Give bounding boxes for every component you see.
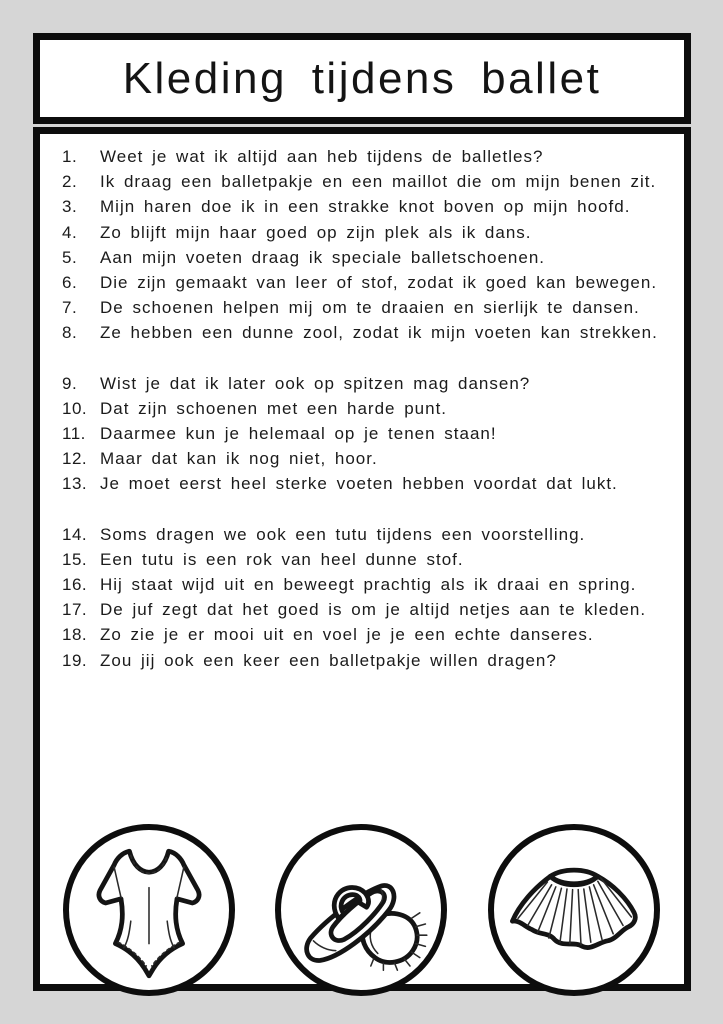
list-item-text: Aan mijn voeten draag ik speciale balletschoenen.	[100, 247, 546, 267]
list-item-number: 4.	[62, 222, 78, 242]
list-item-text: Soms dragen we ook een tutu tijdens een voorstelling.	[100, 524, 586, 544]
tutu-icon	[504, 840, 644, 980]
list-item-text: Ik draag een balletpakje en een maillot die om mijn benen zit.	[100, 172, 657, 192]
list-item-text: De schoenen helpen mij om te draaien en sierlijk te dansen.	[100, 298, 640, 318]
list-item	[62, 572, 676, 597]
list-item-number: 16.	[62, 575, 88, 595]
list-item	[62, 471, 676, 496]
list-item-text: Ze hebben een dunne zool, zodat ik mijn voeten kan strekken.	[100, 323, 658, 343]
list-item	[62, 320, 676, 345]
list-item-number: 9.	[62, 373, 78, 393]
list-item-number: 17.	[62, 600, 88, 620]
list-item	[62, 220, 676, 245]
paragraph-gap	[62, 497, 676, 522]
paragraph-gap	[62, 346, 676, 371]
list-item-number: 10.	[62, 398, 88, 418]
list-item-number: 18.	[62, 625, 88, 645]
list-item	[62, 295, 676, 320]
list-item-number: 1.	[62, 147, 78, 166]
list-item-number: 7.	[62, 298, 78, 318]
list-item-text: Daarmee kun je helemaal op je tenen staan!	[100, 424, 497, 444]
list-item-number: 14.	[62, 524, 88, 544]
list-item	[62, 522, 676, 547]
list-item-number: 5.	[62, 247, 78, 267]
list-item-number: 6.	[62, 273, 78, 293]
list-item-text: Je moet eerst heel sterke voeten hebben voordat dat lukt.	[100, 474, 618, 494]
list-item	[62, 371, 676, 396]
list-item-text: Maar dat kan ik nog niet, hoor.	[100, 449, 378, 469]
list-item-text: Hij staat wijd uit en beweegt prachtig als ik draai en spring.	[100, 575, 637, 595]
list-item-text: Zo blijft mijn haar goed op zijn plek als ik dans.	[100, 222, 532, 242]
list-item	[62, 547, 676, 572]
list-item-text: Mijn haren doe ik in een strakke knot boven op mijn hoofd.	[100, 197, 631, 217]
list-item-number: 13.	[62, 474, 88, 494]
list-item-text: Een tutu is een rok van heel dunne stof.	[100, 549, 464, 569]
list-item	[62, 648, 676, 673]
list-item-number: 11.	[62, 424, 86, 444]
list-item	[62, 421, 676, 446]
list-item	[62, 597, 676, 622]
ballet-shoes-badge	[275, 824, 447, 996]
tutu-badge	[488, 824, 660, 996]
list-item	[62, 270, 676, 295]
list-item-text: Wist je dat ik later ook op spitzen mag dansen?	[100, 373, 531, 393]
sentence-list	[40, 134, 684, 673]
list-item	[62, 245, 676, 270]
list-item-text: Dat zijn schoenen met een harde punt.	[100, 398, 448, 418]
page-title: Kleding tijdens ballet	[122, 53, 602, 103]
list-item	[62, 169, 676, 194]
list-item	[62, 622, 676, 647]
list-item	[62, 396, 676, 421]
title-box	[33, 33, 691, 124]
list-item	[62, 194, 676, 219]
list-item-number: 19.	[62, 650, 88, 670]
list-item-number: 3.	[62, 197, 78, 217]
leotard-badge	[63, 824, 235, 996]
list-item	[62, 144, 676, 169]
list-item-number: 15.	[62, 549, 88, 569]
list-item-text: De juf zegt dat het goed is om je altijd netjes aan te kleden.	[100, 600, 647, 620]
list-item-text: Weet je wat ik altijd aan heb tijdens de balletles?	[100, 147, 544, 166]
list-item-text: Zo zie je er mooi uit en voel je je een echte danseres.	[100, 625, 594, 645]
list-item-number: 2.	[62, 172, 78, 192]
list-item	[62, 446, 676, 471]
list-item-text: Zou jij ook een keer een balletpakje willen dragen?	[100, 650, 557, 670]
list-item-number: 12.	[62, 449, 88, 469]
leotard-icon	[79, 840, 219, 980]
list-item-text: Die zijn gemaakt van leer of stof, zodat ik goed kan bewegen.	[100, 273, 658, 293]
list-item-number: 8.	[62, 323, 78, 343]
ballet-shoes-icon	[291, 840, 431, 980]
